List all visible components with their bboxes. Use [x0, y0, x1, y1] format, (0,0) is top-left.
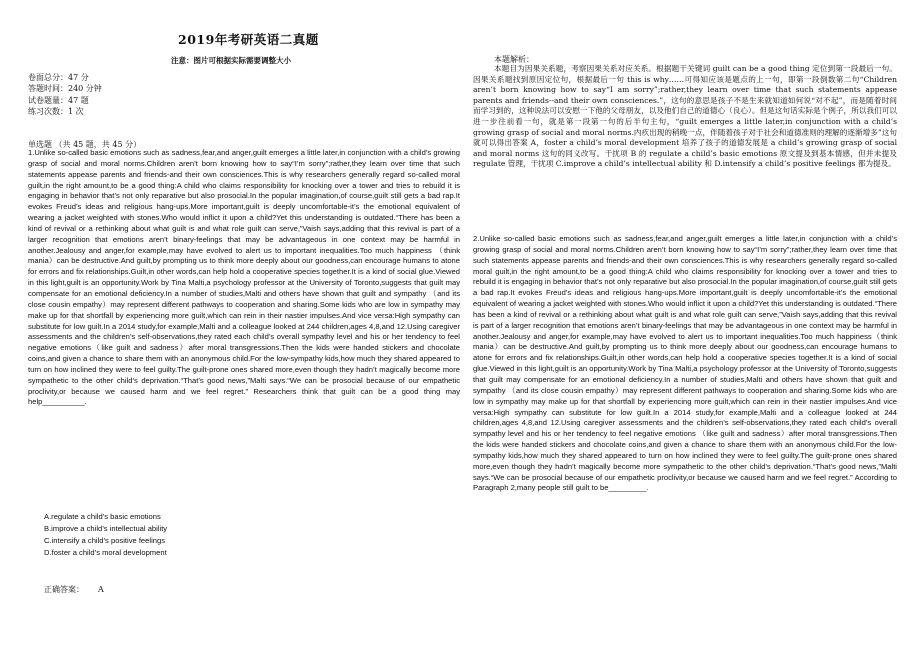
correct-answer-value: A	[98, 585, 104, 594]
practice-count: 练习次数：1 次	[28, 106, 84, 116]
correct-answer-label: 正确答案：	[44, 585, 84, 594]
option-d[interactable]: D.foster a child’s moral development	[44, 548, 167, 557]
explanation-heading: 本题解析：	[494, 55, 534, 64]
question-1-passage	[28, 148, 460, 408]
question-1-stem: Researchers think that guilt can be a good thing may help__________.	[28, 386, 460, 407]
option-c[interactable]: C.intensify a child’s positive feelings	[44, 536, 165, 545]
section-heading: 单选题 （共 45 题，共 45 分）	[28, 140, 142, 149]
total-score: 卷面总分：47 分	[28, 73, 89, 82]
question-2-passage	[473, 234, 897, 494]
image-resize-note: 注意：图片可根据实际需要调整大小	[171, 56, 291, 65]
exam-meta	[28, 72, 102, 117]
explanation-text: 本题目为因果关系题，考察因果关系对应关系。根据题干关键词 guilt can be a good thing 定位到第一段最后一句。因果关系题找到原因定位句，根据最后一句 this is why……可得知应该是题点的上一句，即第一段倒数第二句“Children aren’t born knowing how to say“I am sorry”;rather,they learn over time that such statements appease parents and friends--and their own consciences.”，这句的意思是孩子不是生来就知道如何说“对不起”，而是随着时间而学习到的，这种说法可以安慰一下他的父母朋友，以及他们自己的道德心（良心）。但是这句话实际是个例子，所以我们可以进一步往前看一句，就是第一段第一句的后半句主句，“guilt emerges a little later,in conjunction with a child’s growing grasp of social and moral norms.内疚出现的稍晚一点，伴随着孩子对于社会和道德准则的理解的逐渐增多”这句就可以得出答案 A，foster a child’s moral development 培养了孩子的道德发展是 a child’s growing grasp of social and moral norms 这句的同义改写。干扰项 B 的 regulate a child’s basic emotions 原文提及到基本情感，但并未提及 regulate 管理，干扰项 C.improve a child’s intellectual ability 和 D.intensify a child’s positive feelings 都为提及。	[473, 64, 897, 169]
question-2-passage-text: 2.Unlike so-called basic emotions such as sadness,fear,and anger,guilt emerges a little later,in conjunction with a child’s growing grasp of social and moral norms.Children aren’t born knowing how to say“I’m sorry”;rather,they learn over time that such statements appease parents and friends-and their own consciences.This is why researchers generally regard so-called moral guilt,in the right amount,to be a good thing:A child who claims responsibility for knocking over a tower and tries to rebuild it is engaging in behavior that’s not only reparative but also prosocial.In the popular imagination,of course,guilt still gets a bad rap.It evokes Freud’s ideas and religious hang-ups.More important,guilt is deeply uncomfortable-it’s the emotional equivalent of wearing a jacket weighted with stones.Who would inflict it upon a child?Yet this understanding is outdated.“There has been a kind of revival or a rethinking about what guilt is and what role guilt can serve,”Vaish says,adding that this revival is part of a larger recognition that emotions aren’t binary-feelings that may be advantageous in one context may be harmful in another.Jealousy and anger,for example,may have evolved to alert us to important inequalities.Too much happiness（think mania）can be destructive.And guilt,by prompting us to think more deeply about our goodness,can encourage humans to atone for errors and fix relationships.Guilt,in other words,can help hold a cooperative species together.It is a kind of social glue.Viewed in this light,guilt is an opportunity.Work by Tina Malti,a psychology professor at the University of Toronto,suggests that guilt may compensate for an emotional deficiency.In a number of studies,Malti and others have shown that guilt and sympathy （and its close cousin empathy）may represent different pathways to cooperation and sharing.Some kids who are low in sympathy may make up for that shortfall by experiencing more guilt,which can rein in their nastier impulses.And vice versa:High sympathy can substitute for low guilt.In a 2014 study,for example,Malti and a colleague looked at 244 children,ages 4,8,and 12.Using caregiver assessments and the children’s self-observations,they rated each child’s overall sympathy level and his or her tendency to feel negative emotions （like guilt and sadness）after moral transgressions.Then the kids were handed stickers and chocolate coins,and given a chance to share them with an anonymous child.For the low-sympathy kids,how much they shared appeared to turn on how inclined they were to feel guilty.The guilt-prone ones shared more,even though they hadn’t magically become more sympathetic to the other child’s deprivation.“That’s good news,”Malti says.“We can be prosocial because of our empathetic proclivity,or because we caused harm and we feel regret.”	[473, 234, 897, 482]
answer-time: 答题时间：240 分钟	[28, 84, 102, 94]
option-a[interactable]: A.regulate a child’s basic emotions	[44, 512, 161, 521]
question-2-stem: According to Paragraph 2,many people still guilt to be_________.	[473, 472, 897, 493]
page-title: 2019年考研英语二真题	[178, 32, 319, 47]
correct-answer	[44, 584, 104, 595]
option-b[interactable]: B.improve a child’s intellectual ability	[44, 524, 168, 533]
question-count: 试卷题量：47 题	[28, 95, 89, 105]
question-1-passage-text: 1.Unlike so-called basic emotions such as sadness,fear,and anger,guilt emerges a little later,in conjunction with a child’s growing grasp of social and moral norms.Children aren’t born knowing how to say“I’m sorry”;rather,they learn over time that such statements appease parents and friends-and their own consciences.This is why researchers generally regard so-called moral guilt,in the right amount,to be a good thing:A child who claims responsibility for knocking over a tower and tries to rebuild it is engaging in behavior that’s not only reparative but also prosocial.In the popular imagination,of course,guilt still gets a bad rap.It evokes Freud’s ideas and religious hang-ups.More important,guilt is deeply uncomfortable-it’s the emotional equivalent of wearing a jacket weighted with stones.Who would inflict it upon a child?Yet this understanding is outdated.“There has been a kind of revival or a rethinking about what guilt is and what role guilt can serve,”Vaish says,adding that this revival is part of a larger recognition that emotions aren’t binary-feelings that may be advantageous in one context may be harmful in another.Jealousy and anger,for example,may have evolved to alert us to important inequalities.Too much happiness （think mania）can be destructive.And guilt,by prompting us to think more deeply about our goodness,can encourage humans to atone for errors and fix relationships.Guilt,in other words,can help hold a cooperative species together.It is a kind of social glue.Viewed in this light,guilt is an opportunity.Work by Tina Malti,a psychology professor at the University of Toronto,suggests that guilt may compensate for an emotional deficiency.In a number of studies,Malti and others have shown that guilt and sympathy （and its close cousin empathy）may represent different pathways to cooperation and sharing.Some kids who are low in sympathy may make up for that shortfall by experiencing more guilt,which can rein in their nastier impulses.And vice versa:High sympathy can substitute for low guilt.In a 2014 study,for example,Malti and a colleague looked at 244 children,ages 4,8,and 12.Using caregiver assessments and the children’s self-observations,they rated each child’s overall sympathy level and his or her tendency to feel negative emotions（like guilt and sadness）after moral transgressions.Then the kids were handed stickers and chocolate coins,and given a chance to share them with an anonymous child.For the low-sympathy kids,how much they shared appeared to turn on how inclined they were to feel guilty.The guilt-prone ones shared more,even though they hadn’t magically become more sympathetic to the other child’s deprivation.“That’s good news,”Malti says.“We can be prosocial because of our empathetic proclivity,or because we caused harm and we feel regret.”	[28, 148, 460, 396]
question-1-options	[44, 511, 167, 559]
